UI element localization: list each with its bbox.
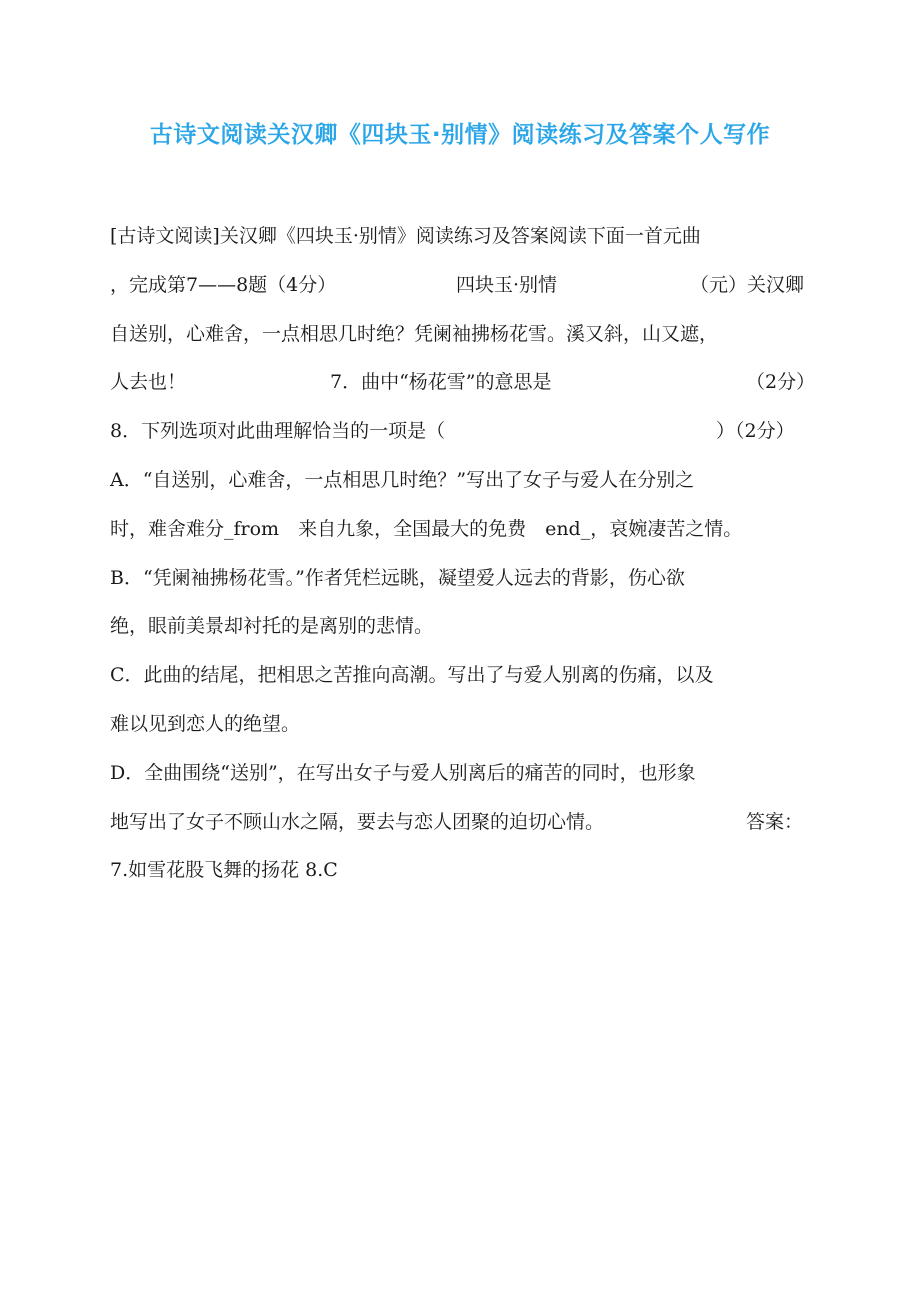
option-b-text: 绝，眼前美景却衬托的是离别的悲情。 (110, 615, 434, 638)
intro-text: [古诗文阅读]关汉卿《四块玉·别情》阅读练习及答案阅读下面一首元曲 (110, 225, 701, 247)
question-8-score: ）（2分） (716, 420, 795, 443)
document-body (110, 212, 816, 895)
option-c-cont (110, 700, 810, 749)
option-a-text: 时，难舍难分_from 来自九象，全国最大的免费 end_，哀婉凄苦之情。 (110, 517, 743, 540)
text-line (110, 407, 810, 456)
instruction-text: ，完成第7——8题（4分） (110, 273, 337, 296)
poem-text-end: 人去也！ (110, 371, 187, 394)
option-a-cont (110, 505, 810, 554)
option-b (110, 554, 810, 603)
option-d (110, 749, 810, 798)
answer-line (110, 846, 810, 895)
option-d-text: 地写出了女子不顾山水之隔，要去与恋人团聚的迫切心情。 (110, 810, 605, 833)
option-b-cont (110, 602, 810, 651)
poem-title: 四块玉·别情 (456, 273, 558, 296)
poem-author: （元）关汉卿 (690, 273, 805, 296)
text-line (110, 261, 810, 310)
option-c (110, 651, 810, 700)
option-c-text: 难以见到恋人的绝望。 (110, 712, 301, 735)
option-a (110, 456, 810, 505)
text-line (110, 212, 810, 261)
text-line (110, 310, 810, 359)
question-7-score: （2分） (746, 371, 816, 394)
option-d-text: D．全曲围绕“送别”，在写出女子与爱人别离后的痛苦的同时，也形象 (110, 761, 696, 784)
option-b-text: B．“凭阑袖拂杨花雪。”作者凭栏远眺，凝望爱人远去的背影，伤心欲 (110, 566, 685, 589)
option-c-text: C．此曲的结尾，把相思之苦推向高潮。写出了与爱人别离的伤痛，以及 (110, 664, 714, 687)
page-title: 古诗文阅读关汉卿《四块玉·别情》阅读练习及答案个人写作 (149, 122, 771, 148)
answer-label: 答案： (746, 810, 804, 833)
text-line (110, 358, 816, 407)
poem-text: 自送别，心难舍，一点相思几时绝？凭阑袖拂杨花雪。溪又斜，山又遮， (110, 322, 719, 345)
question-7: 7．曲中“杨花雪”的意思是 (330, 371, 552, 394)
option-d-cont (110, 798, 810, 847)
answer-text: 7.如雪花股飞舞的扬花 8.C (110, 859, 338, 882)
option-a-text: A．“自送别，心难舍，一点相思几时绝？”写出了女子与爱人在分别之 (110, 468, 695, 491)
question-8: 8．下列选项对此曲理解恰当的一项是（ (110, 420, 446, 443)
